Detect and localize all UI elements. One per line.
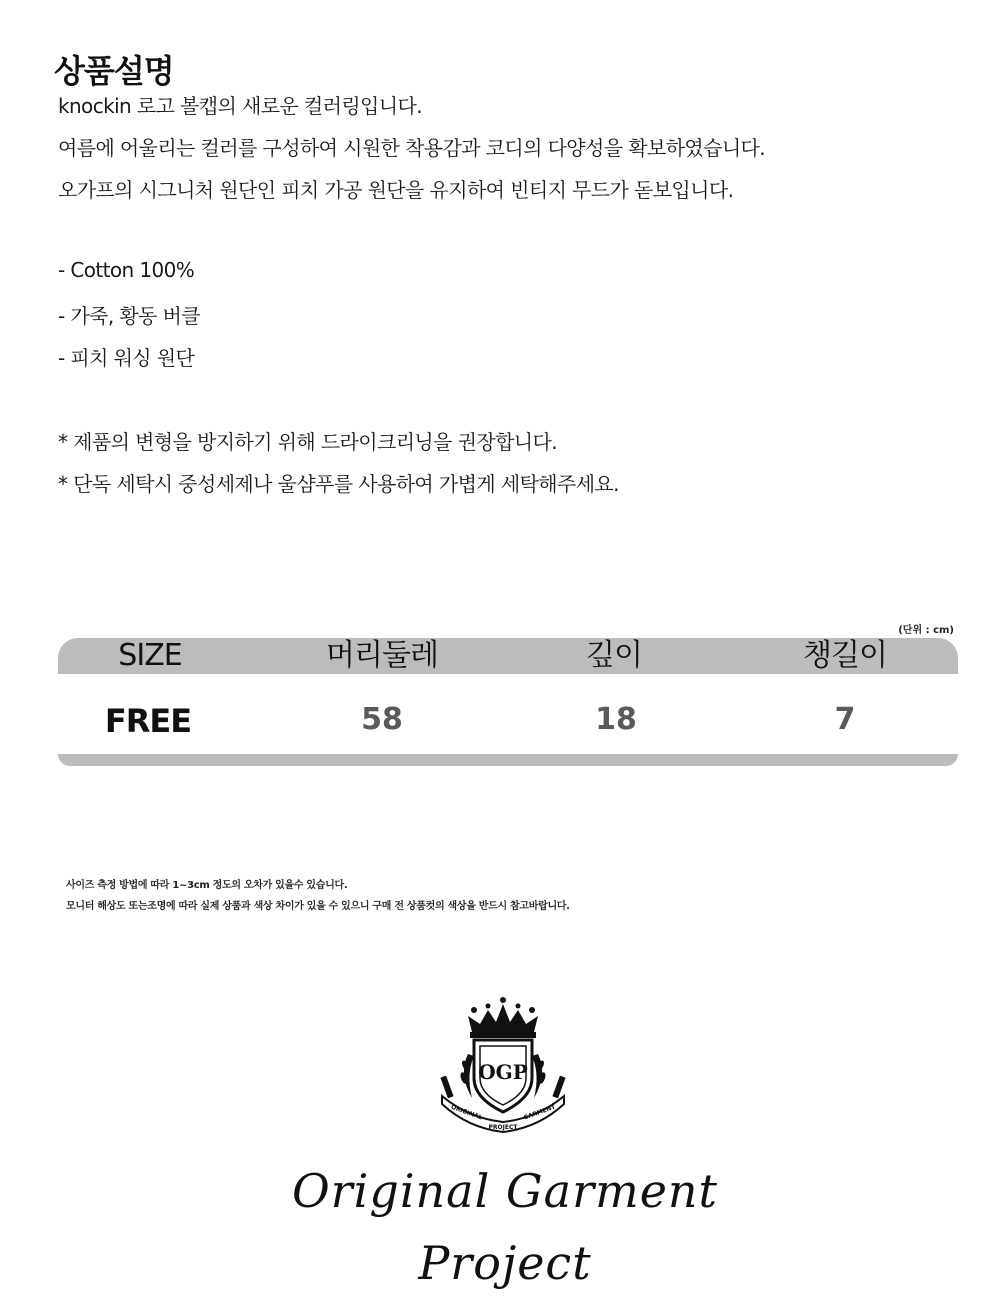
size-table: [58, 638, 958, 766]
size-value-cell: 18: [595, 702, 637, 737]
description-line: 오가프의 시그니처 원단인 피치 가공 원단을 유지하여 빈티지 무드가 돋보입니다.: [58, 178, 734, 202]
size-header-cell: 챙길이: [803, 638, 887, 673]
care-note: * 단독 세탁시 중성세제나 울샴푸를 사용하여 가볍게 세탁해주세요.: [58, 472, 619, 496]
size-value-cell: 58: [361, 702, 403, 737]
disclaimer-note: 사이즈 측정 방법에 따라 1~3cm 정도의 오차가 있을수 있습니다.: [66, 880, 348, 891]
disclaimer-note: 모니터 해상도 또는조명에 따라 실제 상품과 색상 차이가 있을 수 있으니 구매 전 상품컷의 색상을 반드시 참고바랍니다.: [66, 901, 570, 912]
crown-crest-emblem-icon: [438, 994, 568, 1140]
feature-item: - 가죽, 황동 버클: [58, 304, 200, 328]
brand-script-logo: Original Garment Project: [291, 1164, 719, 1290]
emblem-text-right: GARMENT: [522, 1103, 557, 1122]
emblem-text-bottom: PROJECT: [488, 1124, 518, 1131]
size-header-cell: 깊이: [586, 638, 642, 673]
feature-item: - Cotton 100%: [58, 258, 195, 282]
size-table-footer-band: [58, 754, 958, 766]
emblem-text-left: ORIGINAL: [449, 1103, 484, 1122]
size-value-cell: 7: [834, 702, 856, 737]
unit-note: (단위 : cm): [898, 625, 954, 636]
size-header-cell: 머리둘레: [326, 638, 438, 673]
size-value-cell: FREE: [104, 702, 192, 740]
description-line: knockin 로고 볼캡의 새로운 컬러링입니다.: [58, 94, 422, 118]
feature-item: - 피치 워싱 원단: [58, 346, 195, 370]
emblem-monogram: OGP: [478, 1060, 528, 1084]
care-note: * 제품의 변형을 방지하기 위해 드라이크리닝을 권장합니다.: [58, 430, 557, 454]
description-title: 상품설명: [54, 52, 174, 90]
size-header-cell: SIZE: [118, 638, 182, 673]
description-line: 여름에 어울리는 컬러를 구성하여 시원한 착용감과 코디의 다양성을 확보하였습니다.: [58, 136, 766, 160]
